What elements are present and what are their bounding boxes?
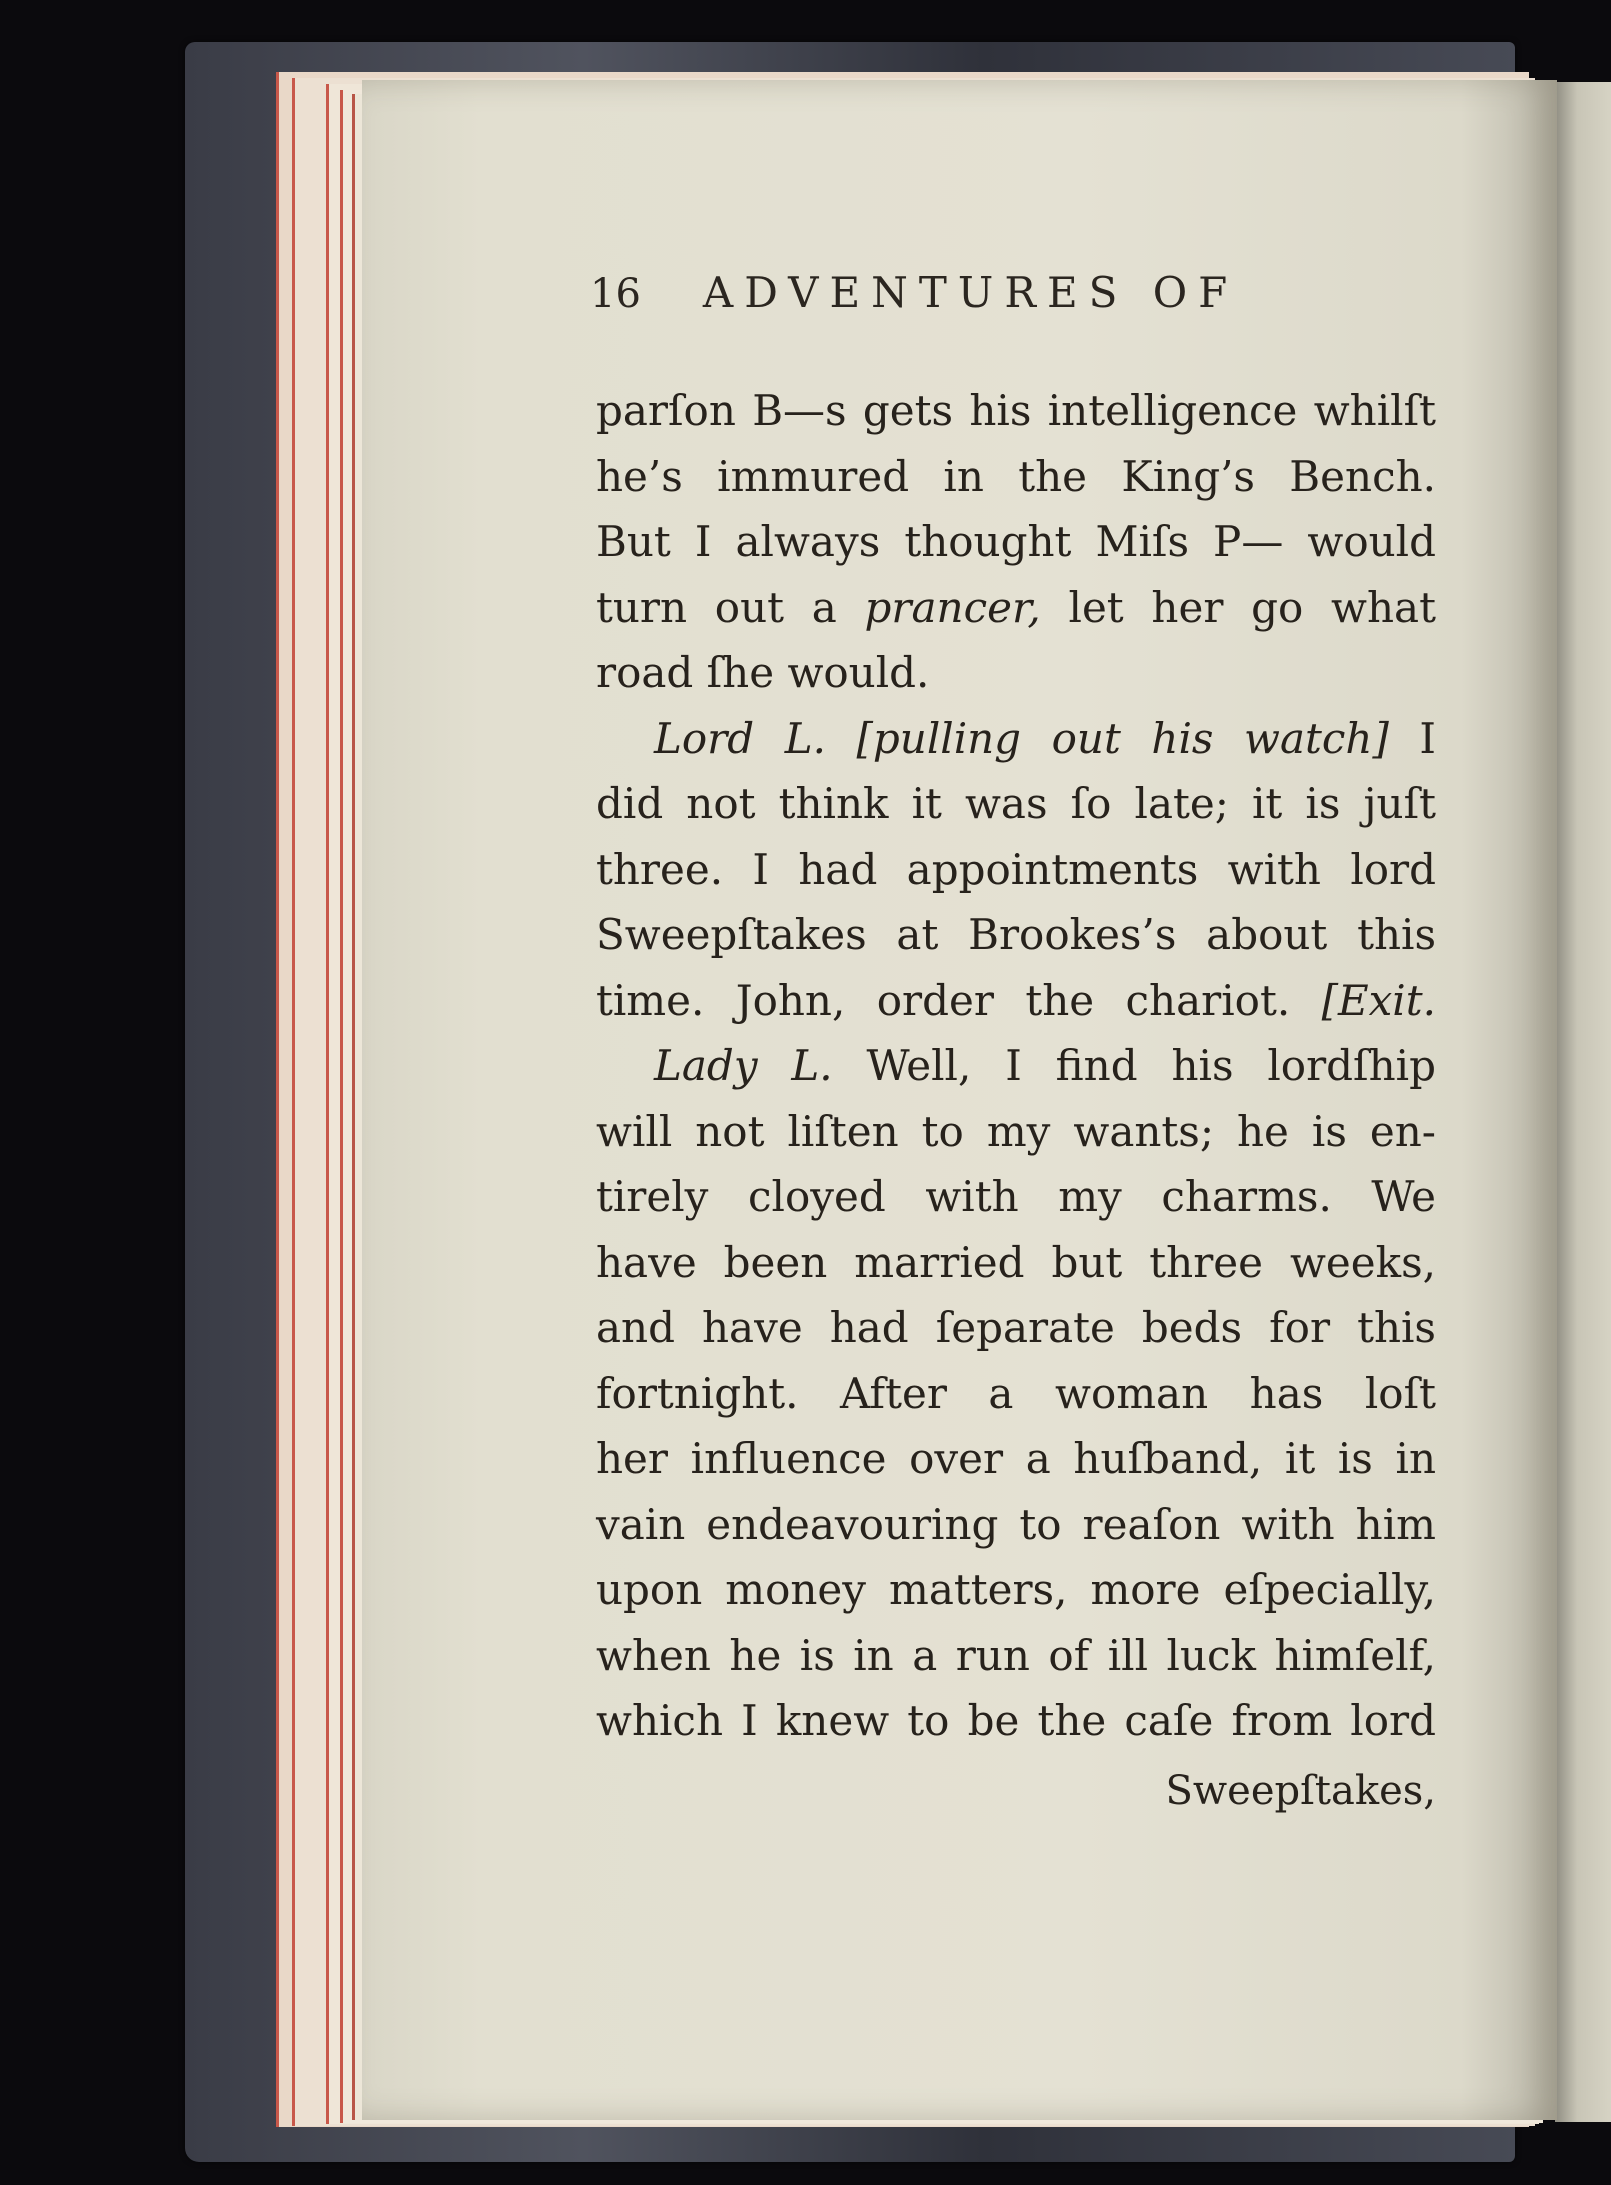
catchword: Sweepſtakes,	[1165, 1768, 1436, 1814]
text-line: three. I had appointments with lord	[596, 844, 1436, 894]
text-line: will not liſten to my wants; he is en-	[596, 1106, 1436, 1156]
text-line: have been married but three weeks,	[596, 1237, 1436, 1287]
body-text	[596, 378, 1436, 1754]
text-line: upon money matters, more eſpecially,	[596, 1565, 1436, 1614]
text-line: her influence over a huſband, it is in	[596, 1434, 1436, 1483]
text-line: parſon B—s gets his intelligence whilſt	[596, 386, 1436, 435]
text-line: which I knew to be the caſe from lord	[596, 1696, 1436, 1745]
text-line: turn out a prancer, let her go what	[596, 582, 1436, 632]
text-line: when he is in a run of ill luck himſelf,	[596, 1630, 1436, 1680]
page-number: 16	[590, 271, 641, 317]
text-line: Lord L. [pulling out his watch] I	[654, 713, 1437, 763]
running-head	[590, 268, 1350, 317]
facing-page-edge	[1555, 82, 1611, 2122]
text-line: he’s immured in the King’s Bench.	[596, 451, 1436, 501]
text-line: fortnight. After a woman has loſt	[596, 1368, 1436, 1418]
text-line: road ſhe would.	[596, 648, 930, 697]
running-head-title: ADVENTURES OF	[702, 268, 1239, 317]
text-line: tirely cloyed with my charms. We	[596, 1172, 1436, 1221]
text-line: Sweepſtakes at Brookes’s about this	[596, 910, 1436, 959]
text-line: time. John, order the chariot. [Exit.	[596, 975, 1436, 1025]
text-line: did not think it was ſo late; it is juſt	[596, 779, 1436, 828]
text-line: But I always thought Miſs P— would	[596, 517, 1436, 566]
text-line: Lady L. Well, I find his lordſhip	[654, 1041, 1436, 1090]
text-line: vain endeavouring to reaſon with him	[596, 1499, 1436, 1549]
text-line: and have had ſeparate beds for this	[596, 1303, 1436, 1352]
